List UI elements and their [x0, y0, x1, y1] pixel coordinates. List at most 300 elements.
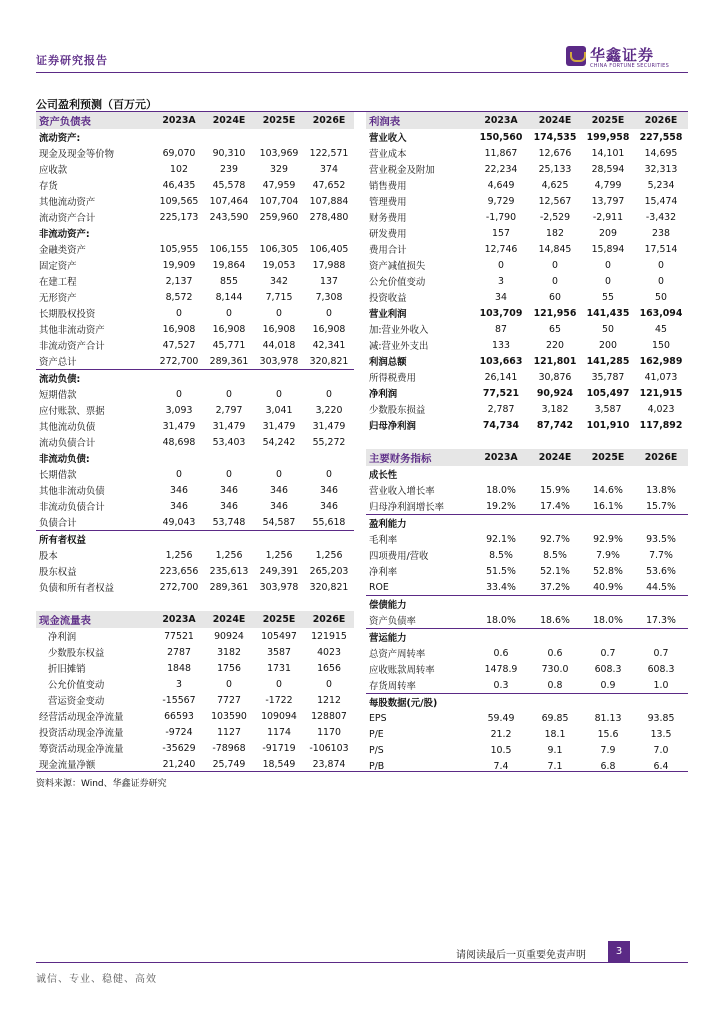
table-row: [366, 129, 688, 145]
row-value: 3,041: [265, 404, 293, 416]
table-row: [36, 466, 354, 482]
row-value: [204, 370, 254, 387]
row-value: 0: [176, 307, 182, 319]
table-row: [36, 193, 354, 209]
row-value: [582, 629, 634, 646]
row-label: 营运能力: [366, 629, 474, 646]
table-title: 利润表: [366, 112, 474, 129]
row-value: 47,652: [312, 179, 346, 191]
row-value: 15,894: [591, 243, 625, 255]
row-value: [582, 466, 634, 482]
row-value: -106103: [309, 742, 349, 754]
year-header: 2025E: [582, 112, 634, 129]
table-row: [36, 241, 354, 257]
row-value: 174,535: [533, 131, 577, 143]
year-header: 2024E: [204, 611, 254, 628]
row-value: 28,594: [591, 163, 625, 175]
row-value: 51.5%: [486, 565, 516, 577]
row-value: 0: [276, 307, 282, 319]
row-value: 15.7%: [646, 500, 676, 512]
row-label: 非流动负债合计: [39, 502, 105, 513]
row-value: 17.3%: [646, 614, 676, 626]
table-row: [36, 129, 354, 145]
row-value: 50: [655, 291, 667, 303]
row-value: [154, 450, 204, 466]
row-value: 128807: [311, 710, 347, 722]
row-value: 0: [552, 259, 558, 271]
row-label: 总资产周转率: [369, 649, 426, 660]
row-label: 利润总额: [369, 357, 407, 368]
row-value: 11,867: [484, 147, 518, 159]
row-label: 归母净利润增长率: [369, 502, 445, 513]
row-label: 股东权益: [39, 567, 77, 578]
row-label: 净利润: [369, 389, 398, 400]
row-value: 19,053: [262, 259, 296, 271]
row-value: 346: [270, 484, 288, 496]
row-value: [474, 466, 528, 482]
row-value: 90,924: [536, 387, 574, 399]
logo-text: 华鑫证券: [590, 46, 655, 64]
row-value: 55: [602, 291, 614, 303]
row-value: 0: [658, 259, 664, 271]
table-row: [366, 225, 688, 241]
year-header: 2023A: [154, 611, 204, 628]
row-label: 研发费用: [369, 229, 407, 240]
row-value: 0: [176, 388, 182, 400]
row-value: [204, 225, 254, 241]
row-value: 81.13: [594, 712, 622, 724]
table-spacer: [36, 595, 354, 611]
row-label: 长期借款: [39, 470, 77, 481]
row-value: 107,704: [259, 195, 299, 207]
row-value: 42,341: [312, 339, 346, 351]
row-value: 31,479: [162, 420, 196, 432]
row-label: 净利润: [48, 632, 77, 643]
row-label: 应收款: [39, 165, 68, 176]
row-value: 103,969: [259, 147, 299, 159]
row-value: 33.4%: [486, 581, 516, 593]
row-value: 0.3: [493, 679, 509, 691]
table-row: [366, 629, 688, 646]
table-header-row: [366, 112, 688, 129]
row-value: 227,558: [639, 131, 683, 143]
table-row: [36, 434, 354, 450]
row-value: 16,908: [162, 323, 196, 335]
row-value: 3182: [217, 646, 241, 658]
table-row: [36, 418, 354, 434]
table-row: [366, 710, 688, 726]
row-value: 4,023: [647, 403, 675, 415]
row-value: 106,405: [309, 243, 349, 255]
row-value: 0: [226, 678, 232, 690]
row-value: 2,787: [487, 403, 515, 415]
row-value: 16,908: [312, 323, 346, 335]
row-value: 272,700: [159, 581, 199, 593]
row-value: 7.4: [493, 760, 509, 772]
table-row: [366, 289, 688, 305]
row-value: 1212: [317, 694, 341, 706]
row-label: 应收账款周转率: [369, 665, 435, 676]
row-value: 47,959: [262, 179, 296, 191]
row-value: 25,749: [212, 758, 246, 770]
row-label: 投资活动现金净流量: [39, 728, 124, 739]
row-value: 10.5: [490, 744, 512, 756]
row-value: 329: [270, 163, 288, 175]
row-label: 盈利能力: [366, 515, 474, 532]
row-value: [528, 596, 582, 613]
row-value: 77521: [164, 630, 194, 642]
table-row: [366, 273, 688, 289]
table-row: [36, 756, 354, 772]
row-value: 106,155: [209, 243, 249, 255]
row-value: 54,242: [262, 436, 296, 448]
table-header-row: [36, 611, 354, 628]
row-value: 16.1%: [593, 500, 623, 512]
row-value: 55,272: [312, 436, 346, 448]
row-value: 92.1%: [486, 533, 516, 545]
row-value: 608.3: [647, 663, 675, 675]
footer-divider: [36, 962, 688, 963]
row-value: 8,572: [165, 291, 193, 303]
table-row: [36, 692, 354, 708]
row-value: 13.8%: [646, 484, 676, 496]
row-value: 121,956: [533, 307, 577, 319]
row-value: [528, 694, 582, 711]
row-label: 净利率: [369, 567, 398, 578]
row-value: 46,435: [162, 179, 196, 191]
row-value: 17,514: [644, 243, 678, 255]
row-value: 19.2%: [486, 500, 516, 512]
table-spacer: [366, 433, 688, 449]
row-label: 投资收益: [369, 293, 407, 304]
row-value: 18.0%: [593, 614, 623, 626]
row-label: 流动负债合计: [39, 438, 96, 449]
year-header: 2024E: [528, 112, 582, 129]
row-label: 非流动资产:: [39, 229, 90, 240]
row-value: 199,958: [586, 131, 630, 143]
year-header: 2025E: [254, 611, 304, 628]
row-value: 239: [220, 163, 238, 175]
row-label: 应付账款、票据: [39, 406, 105, 417]
row-value: 0: [226, 388, 232, 400]
left-financial-tables: [36, 112, 354, 772]
year-header: 2025E: [254, 112, 304, 129]
row-value: -3,432: [645, 211, 677, 223]
row-value: 7.9%: [596, 549, 620, 561]
row-value: 223,656: [159, 565, 199, 577]
table-row: [366, 726, 688, 742]
row-value: 18.0%: [486, 614, 516, 626]
table-row: [366, 321, 688, 337]
row-value: 101,910: [586, 419, 630, 431]
row-value: [304, 370, 354, 387]
row-value: 278,480: [309, 211, 349, 223]
row-value: [254, 129, 304, 145]
row-value: 346: [320, 484, 338, 496]
row-value: 7.0: [653, 744, 669, 756]
row-value: 15,474: [644, 195, 678, 207]
row-value: -35629: [162, 742, 196, 754]
row-value: 54,587: [262, 516, 296, 528]
table-row: [366, 241, 688, 257]
page-title: 公司盈利预测（百万元）: [36, 98, 157, 111]
row-value: 1170: [317, 726, 341, 738]
row-value: 1,256: [215, 549, 243, 561]
table-row: [36, 724, 354, 740]
row-value: 117,892: [639, 419, 683, 431]
table-row: [36, 321, 354, 337]
table-row: [36, 579, 354, 595]
row-label: 费用合计: [369, 245, 407, 256]
table-title: 现金流量表: [36, 611, 154, 628]
row-value: 220: [546, 339, 564, 351]
row-label: 无形资产: [39, 293, 77, 304]
row-value: 1478.9: [484, 663, 518, 675]
row-value: 122,571: [309, 147, 349, 159]
row-label: 财务费用: [369, 213, 407, 224]
row-value: 52.1%: [540, 565, 570, 577]
row-value: 2,797: [215, 404, 243, 416]
table-row: [36, 273, 354, 289]
year-header: 2023A: [154, 112, 204, 129]
row-value: 346: [170, 484, 188, 496]
row-value: 289,361: [209, 355, 249, 367]
row-value: 53.6%: [646, 565, 676, 577]
row-value: 0: [326, 388, 332, 400]
row-value: 3,182: [541, 403, 569, 415]
row-value: 92.9%: [593, 533, 623, 545]
row-label: 营业收入: [369, 133, 407, 144]
table-row: [366, 257, 688, 273]
row-value: 209: [599, 227, 617, 239]
row-value: 90,310: [212, 147, 246, 159]
row-label: 销售费用: [369, 181, 407, 192]
row-value: 8.5%: [543, 549, 567, 561]
table-row: [366, 305, 688, 321]
row-value: 16,908: [212, 323, 246, 335]
row-value: [634, 694, 688, 711]
table-row: [36, 563, 354, 579]
row-label: 资产负债率: [369, 616, 416, 627]
table-row: [366, 531, 688, 547]
row-label: 所得税费用: [369, 373, 416, 384]
row-value: [254, 225, 304, 241]
row-label: 流动负债:: [36, 370, 154, 387]
row-value: 12,746: [484, 243, 518, 255]
row-value: [528, 629, 582, 646]
row-value: 18.1: [544, 728, 566, 740]
row-label: 加:营业外收入: [369, 325, 429, 336]
row-value: 59.49: [487, 712, 515, 724]
row-label: 归母净利润: [369, 421, 416, 432]
footer-slogan: 诚信、专业、稳健、高效: [36, 974, 157, 985]
logo-subtext: CHINA FORTUNE SECURITIES: [590, 63, 670, 69]
table-row: [36, 402, 354, 418]
row-value: 45,578: [212, 179, 246, 191]
row-label: 营业成本: [369, 149, 407, 160]
table-row: [366, 145, 688, 161]
row-label: 固定资产: [39, 261, 77, 272]
table-row: [36, 482, 354, 498]
row-value: 18.6%: [540, 614, 570, 626]
row-value: 87,742: [536, 419, 574, 431]
year-header: 2026E: [304, 112, 354, 129]
row-value: 30,876: [538, 371, 572, 383]
table-row: [366, 515, 688, 532]
row-label: P/E: [369, 728, 384, 740]
row-value: 0: [326, 307, 332, 319]
row-value: 137: [320, 275, 338, 287]
row-label: 其他流动负债: [39, 422, 96, 433]
row-value: [204, 450, 254, 466]
row-label: 非流动负债:: [39, 454, 90, 465]
row-value: 13,797: [591, 195, 625, 207]
row-value: 7727: [217, 694, 241, 706]
row-value: 66593: [164, 710, 194, 722]
row-value: 18.0%: [486, 484, 516, 496]
right-financial-tables: [366, 112, 688, 774]
table-row: [36, 660, 354, 676]
row-label: 管理费用: [369, 197, 407, 208]
row-value: [304, 531, 354, 548]
row-value: 17,988: [312, 259, 346, 271]
row-value: 238: [652, 227, 670, 239]
row-value: 0.7: [600, 647, 616, 659]
row-value: 18,549: [262, 758, 296, 770]
row-value: 730.0: [541, 663, 569, 675]
disclaimer-link[interactable]: 请阅读最后一页重要免责声明: [456, 950, 586, 961]
table-row: [36, 209, 354, 225]
row-value: 0.6: [547, 647, 563, 659]
row-value: 303,978: [259, 581, 299, 593]
header-divider: [36, 72, 688, 73]
row-value: 342: [270, 275, 288, 287]
row-value: [634, 596, 688, 613]
year-header: 2024E: [528, 449, 582, 466]
table-row: [36, 353, 354, 370]
row-value: 141,435: [586, 307, 630, 319]
row-value: 77,521: [482, 387, 520, 399]
row-value: 320,821: [309, 581, 349, 593]
row-value: -1722: [265, 694, 293, 706]
source-note: 资料来源：Wind、华鑫证券研究: [36, 779, 167, 789]
table-header-row: [36, 112, 354, 129]
row-value: [304, 225, 354, 241]
year-header: 2026E: [304, 611, 354, 628]
row-value: [304, 450, 354, 466]
row-value: 1127: [217, 726, 241, 738]
row-value: 15.9%: [540, 484, 570, 496]
table-row: [36, 740, 354, 756]
row-value: [154, 129, 204, 145]
row-value: 0.9: [600, 679, 616, 691]
report-type-label: 证券研究报告: [36, 54, 108, 67]
row-value: [154, 370, 204, 387]
table-title: 主要财务指标: [366, 449, 474, 466]
table-row: [366, 177, 688, 193]
row-value: [582, 694, 634, 711]
row-label: 现金流量净额: [39, 760, 96, 771]
row-value: 105,497: [586, 387, 630, 399]
table-row: [36, 289, 354, 305]
row-value: 225,173: [159, 211, 199, 223]
row-label: 偿债能力: [366, 596, 474, 613]
row-value: -9724: [165, 726, 193, 738]
row-value: 32,313: [644, 163, 678, 175]
table-row: [36, 177, 354, 193]
table-row: [366, 596, 688, 613]
row-value: 7.7%: [649, 549, 673, 561]
row-value: 103,663: [479, 355, 523, 367]
row-label: P/B: [369, 760, 385, 772]
row-label: 资产减值损失: [369, 261, 426, 272]
row-value: 5,234: [647, 179, 675, 191]
row-value: [634, 629, 688, 646]
row-value: 17.4%: [540, 500, 570, 512]
row-value: 106,305: [259, 243, 299, 255]
row-value: 15.6: [597, 728, 619, 740]
row-value: 182: [546, 227, 564, 239]
row-value: -1,790: [485, 211, 517, 223]
table-row: [36, 370, 354, 387]
row-value: 265,203: [309, 565, 349, 577]
row-value: 150,560: [479, 131, 523, 143]
row-value: 235,613: [209, 565, 249, 577]
row-value: 52.8%: [593, 565, 623, 577]
row-value: 93.85: [647, 712, 675, 724]
row-value: 0: [605, 259, 611, 271]
row-value: 37.2%: [540, 581, 570, 593]
row-value: 103,709: [479, 307, 523, 319]
row-label: 流动资产:: [39, 133, 81, 144]
row-value: 0: [226, 307, 232, 319]
row-value: 23,874: [312, 758, 346, 770]
table-row: [36, 708, 354, 724]
row-value: 22,234: [484, 163, 518, 175]
row-value: 0: [276, 388, 282, 400]
table-row: [366, 466, 688, 482]
row-label: 长期股权投资: [39, 309, 96, 320]
row-value: 107,464: [209, 195, 249, 207]
row-value: 346: [320, 500, 338, 512]
row-value: 346: [220, 500, 238, 512]
row-value: 31,479: [312, 420, 346, 432]
table-row: [366, 645, 688, 661]
row-value: 200: [599, 339, 617, 351]
row-label: 经营活动现金净流量: [39, 712, 124, 723]
row-label: 所有者权益: [36, 531, 154, 548]
row-value: 12,567: [538, 195, 572, 207]
row-value: 40.9%: [593, 581, 623, 593]
row-value: 3: [176, 678, 182, 690]
row-label: 流动资产合计: [39, 213, 96, 224]
row-value: 50: [602, 323, 614, 335]
row-value: [528, 466, 582, 482]
row-label: 现金及现金等价物: [39, 149, 115, 160]
year-header: 2023A: [474, 449, 528, 466]
row-label: 短期借款: [39, 390, 77, 401]
row-value: 7.1: [547, 760, 563, 772]
row-value: 45: [655, 323, 667, 335]
row-value: 7,308: [315, 291, 343, 303]
row-value: [254, 450, 304, 466]
row-label: 筹资活动现金净流量: [39, 744, 124, 755]
row-value: 249,391: [259, 565, 299, 577]
table-row: [36, 145, 354, 161]
table-row: [36, 644, 354, 660]
row-value: 0.8: [547, 679, 563, 691]
table-row: [366, 353, 688, 369]
